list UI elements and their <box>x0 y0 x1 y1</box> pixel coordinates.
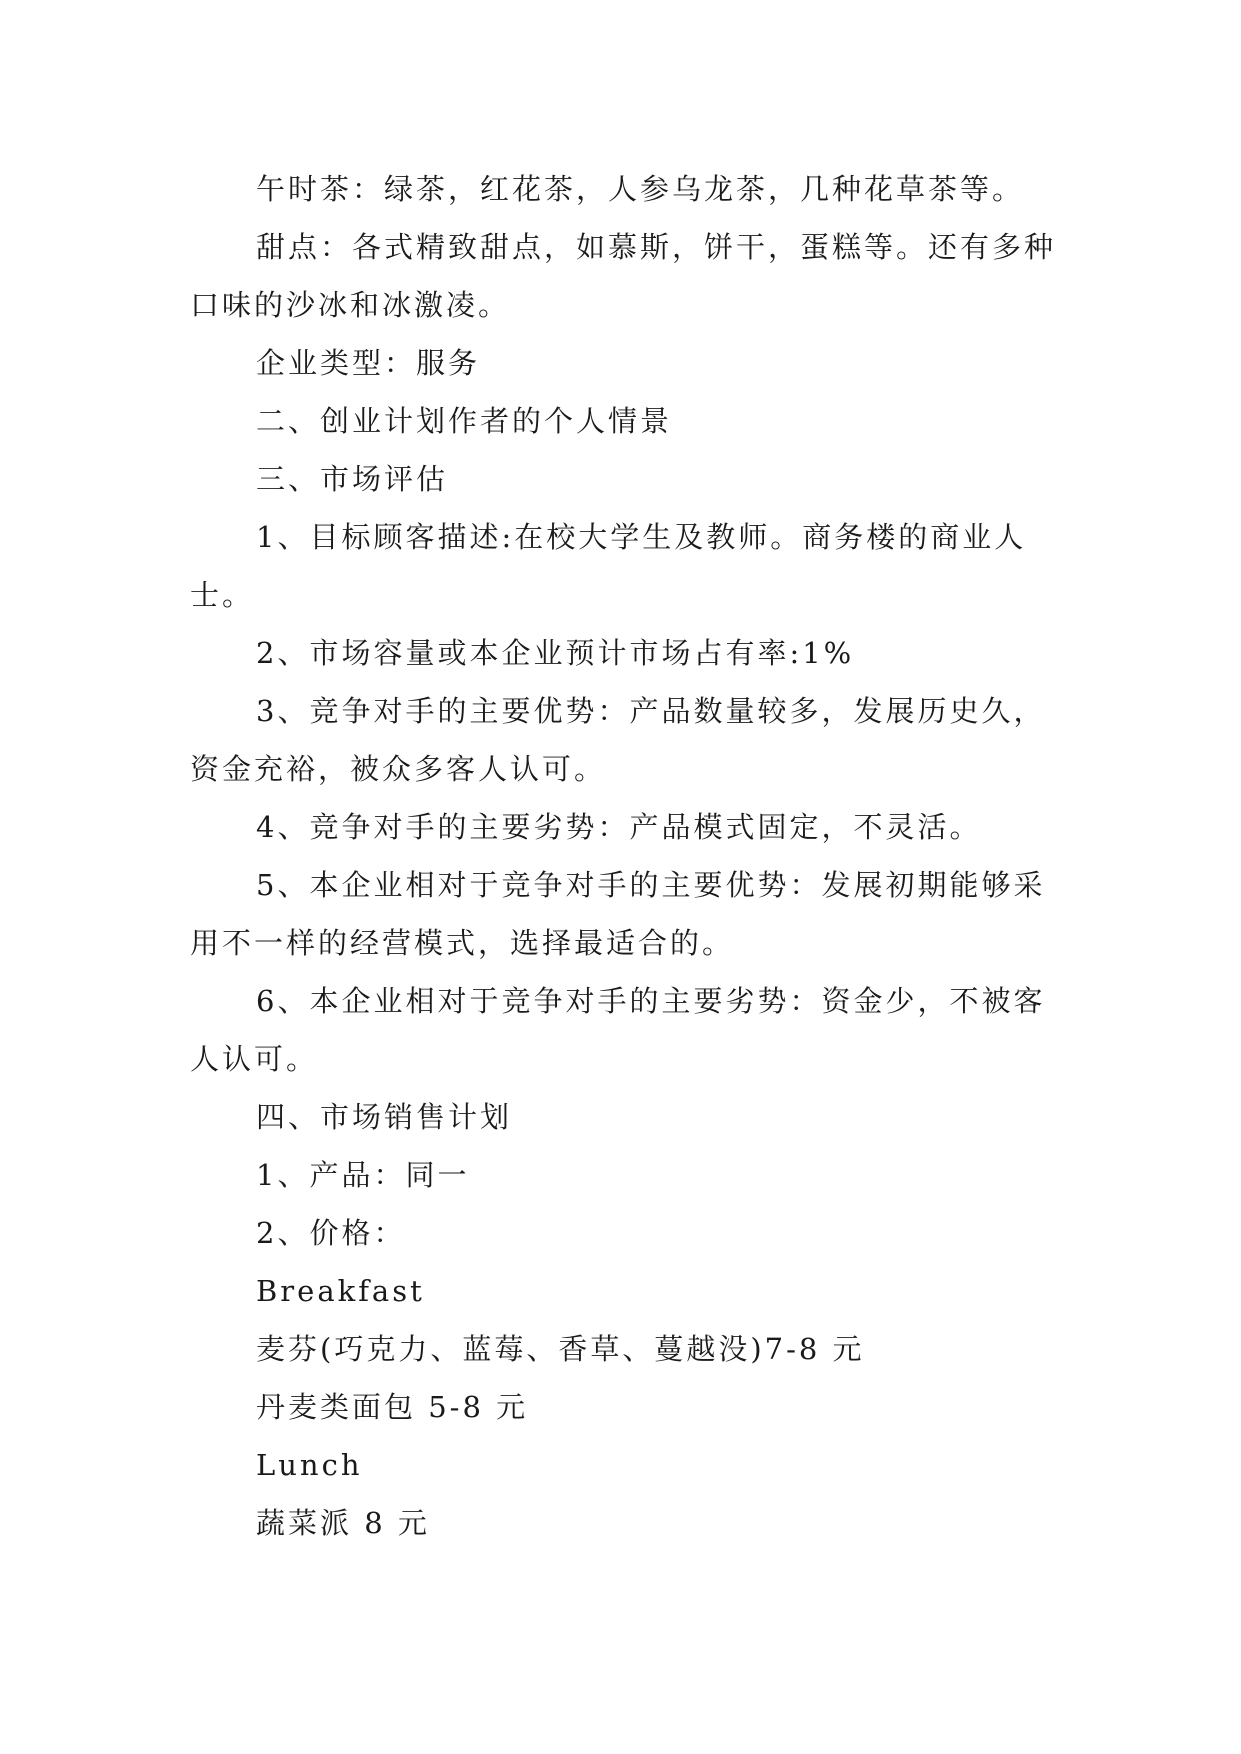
section-heading-market-assessment: 三、市场评估 <box>256 462 449 496</box>
paragraph-business-type: 企业类型：服务 <box>256 346 481 380</box>
paragraph-competitor-weaknesses: 4、竞争对手的主要劣势：产品模式固定，不灵活。 <box>256 810 982 844</box>
paragraph-desserts: 甜点：各式精致甜点，如慕斯，饼干，蛋糕等。还有多种口味的沙冰和冰激凌。 <box>190 230 1057 322</box>
menu-item-danish-bread: 丹麦类面包 5-8 元 <box>256 1390 529 1424</box>
menu-heading-lunch: Lunch <box>256 1448 363 1482</box>
paragraph-afternoon-tea: 午时茶：绿茶，红花茶，人参乌龙茶，几种花草茶等。 <box>256 172 1025 206</box>
paragraph-our-weaknesses: 6、本企业相对于竞争对手的主要劣势：资金少，不被客人认可。 <box>190 984 1046 1076</box>
section-heading-author: 二、创业计划作者的个人情景 <box>256 404 673 438</box>
menu-item-vegetable-pie: 蔬菜派 8 元 <box>256 1506 430 1540</box>
section-heading-sales-plan: 四、市场销售计划 <box>256 1100 513 1134</box>
paragraph-product: 1、产品：同一 <box>256 1158 470 1192</box>
paragraph-target-customers: 1、目标顾客描述:在校大学生及教师。商务楼的商业人士。 <box>190 520 1027 612</box>
paragraph-competitor-strengths: 3、竞争对手的主要优势：产品数量较多，发展历史久，资金充裕，被众多客人认可。 <box>190 694 1046 786</box>
menu-heading-breakfast: Breakfast <box>256 1274 425 1308</box>
paragraph-price: 2、价格： <box>256 1216 406 1250</box>
menu-item-muffin: 麦芬(巧克力、蓝莓、香草、蔓越没)7-8 元 <box>256 1332 865 1366</box>
paragraph-our-strengths: 5、本企业相对于竞争对手的主要优势：发展初期能够采用不一样的经营模式，选择最适合的。 <box>190 868 1046 960</box>
paragraph-market-share: 2、市场容量或本企业预计市场占有率:1% <box>256 636 855 670</box>
document-body <box>190 160 1070 1552</box>
